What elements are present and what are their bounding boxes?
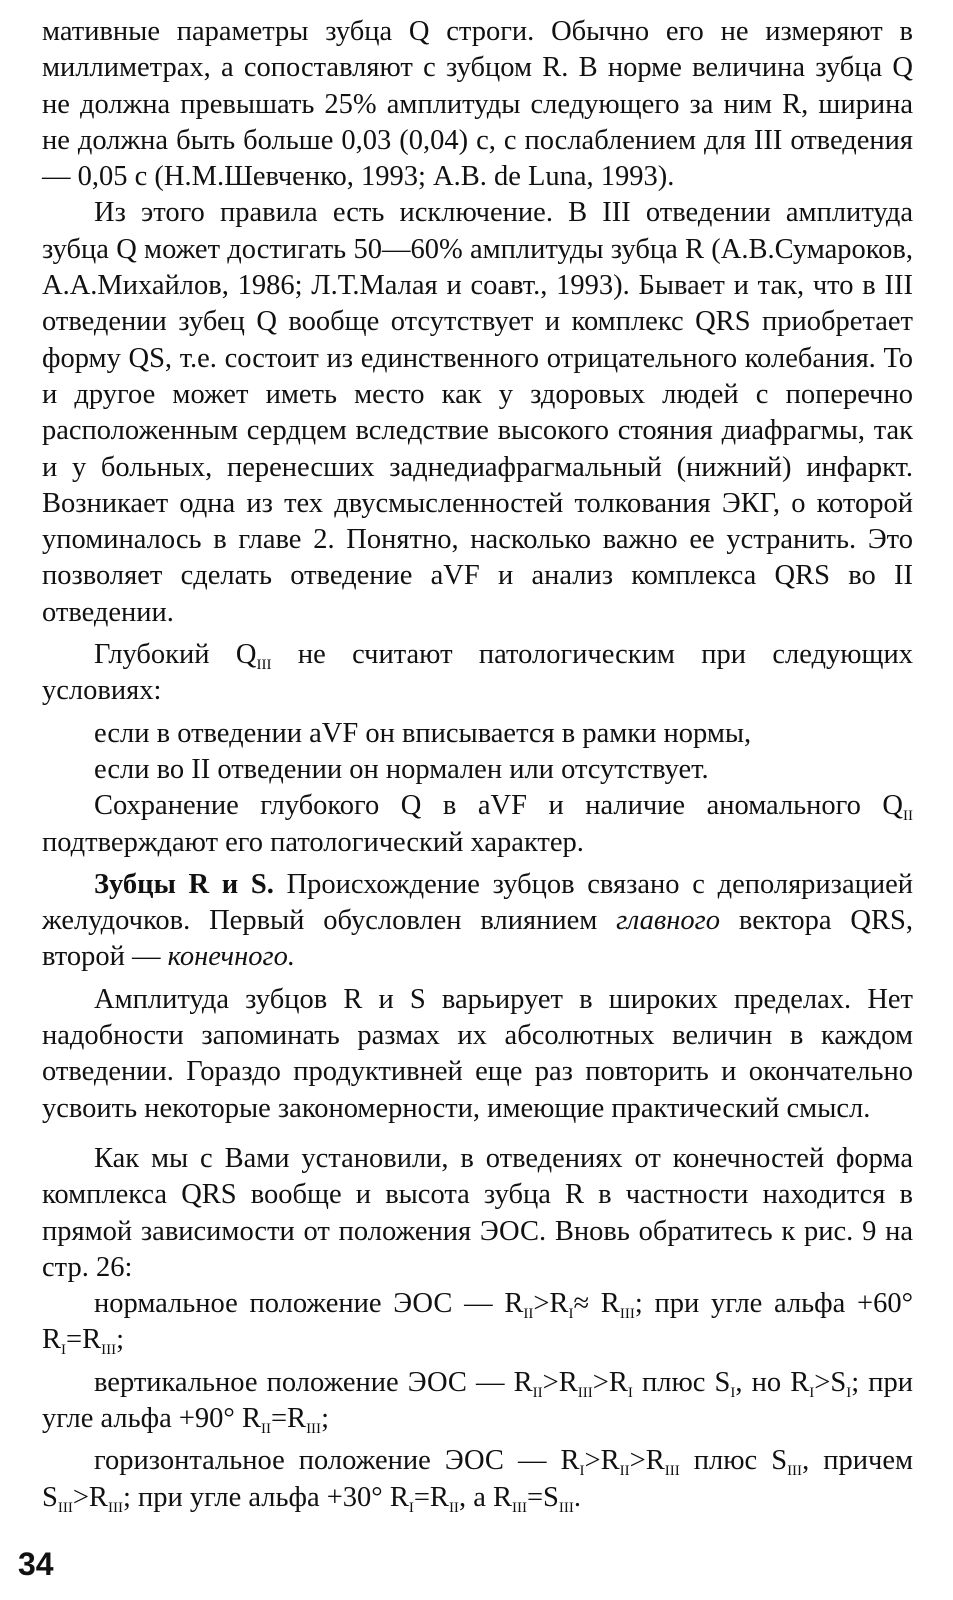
text-run: . (573, 1481, 582, 1513)
text-run: Из этого правила есть исключение. В III отведении амплитуда зубца Q может достигать 50—60% амплитуды зубца R (А.В.Сумароков, А.А.Михайлов, 1986; Л.Т.Малая и соавт., 1993). Бывает и так, что в III отведении зубец Q вообще отсутствует и комплекс QRS приобретает форму QS, т.е. состоит из единственного отрицательного колебания. То и другое может иметь место как у здоровых людей с поперечно расположенным сердцем вследствие высокого стояния диафрагмы, так и у больных, перенесших заднедиафрагмальный (нижний) инфаркт. Возникает одна из тех двусмысленностей толкования ЭКГ, о которой упоминалось в главе 2. Понятно, насколько важно ее устранить. Это позволяет сделать отведение aVF и анализ комплекса QRS во II отведении. (42, 197, 913, 628)
text-run: ; при угле альфа +30° R (122, 1481, 409, 1513)
subscript: I (568, 1306, 574, 1323)
text-run: =R (413, 1481, 449, 1513)
paragraph-rs-amplitude (42, 982, 913, 1127)
text-run: =R (66, 1324, 102, 1356)
subscript: III (306, 1420, 322, 1437)
paragraph-eos-dependence (42, 1141, 913, 1286)
list-item-condition-lead-ii (42, 752, 913, 788)
subscript: II (532, 1384, 543, 1401)
paragraph-q-norm (42, 14, 913, 195)
text-run: вертикальное положение ЭОС — R (94, 1366, 533, 1398)
body-text (42, 14, 913, 1516)
subscript: III (256, 657, 272, 674)
text-run: Происхождение зубцов связано с деполяризацией желудочков. Первый обусловлен влиянием (42, 868, 913, 937)
text-run: >R (72, 1481, 108, 1513)
subscript: III (107, 1499, 123, 1516)
text-run: >R (584, 1445, 620, 1477)
subscript: III (664, 1463, 680, 1480)
text-run: плюс S (632, 1366, 731, 1398)
text-run: ; (116, 1324, 125, 1356)
paragraph-eos-horizontal (42, 1443, 913, 1516)
subscript: I (846, 1384, 852, 1401)
bold-run: Зубцы R и S. (94, 868, 274, 900)
subscript: I (579, 1463, 585, 1480)
subscript: II (523, 1306, 534, 1323)
italic-run: главного (616, 905, 721, 937)
subscript: II (903, 808, 913, 825)
text-run: вектора QRS, второй — (42, 905, 913, 973)
text-run: >R (533, 1288, 569, 1320)
subscript: II (260, 1420, 271, 1437)
text-run: >R (542, 1366, 578, 1398)
paragraph-deep-q (42, 637, 913, 710)
text-run: мативные параметры зубца Q строги. Обычно его не измеряют в миллиметрах, а сопоставляют с зубцом R. В норме величина зубца Q не должна превышать 25% амплитуды следующего за ним R, ширина не должна быть больше 0,03 (0,04) с, с послаблением для III отведения — 0,05 с (Н.М.Шевченко, 1993; A.B. de Luna, 1993). (42, 16, 913, 193)
text-run: =S (526, 1481, 559, 1513)
subscript: III (577, 1384, 593, 1401)
paragraph-q-pathology (42, 788, 913, 861)
text-run: плюс S (679, 1445, 788, 1477)
text-run: ; (321, 1402, 329, 1434)
paragraph-rs-origin (42, 867, 913, 976)
text-run: если во II отведении он нормален или отсутствует. (94, 753, 709, 785)
paragraph-eos-normal (42, 1286, 913, 1359)
subscript: III (619, 1306, 635, 1323)
text-run: ; при угле альфа +90° R (42, 1366, 913, 1434)
subscript: I (730, 1384, 736, 1401)
page-number: 34 (18, 1546, 54, 1582)
paragraph-q-exception (42, 195, 913, 631)
text-run: ≈ R (573, 1288, 620, 1320)
text-run: >R (629, 1445, 665, 1477)
text-run: нормальное положение ЭОС — R (94, 1288, 524, 1320)
subscript: I (809, 1384, 815, 1401)
text-run: >S (814, 1366, 847, 1398)
list-item-condition-avf (42, 716, 913, 752)
text-run: Глубокий Q (94, 639, 257, 671)
text-run: Сохранение глубокого Q в aVF и наличие аномального Q (94, 790, 903, 822)
text-run: подтверждают его патологический характер. (42, 826, 584, 858)
subscript: I (61, 1342, 67, 1359)
text-run: не считают патологическим при следующих условиях: (42, 639, 913, 707)
italic-run: конечного. (167, 941, 295, 973)
paragraph-eos-vertical (42, 1365, 913, 1438)
subscript: I (627, 1384, 633, 1401)
text-run: , а R (458, 1481, 512, 1513)
text-run: ; при угле альфа +60° R (42, 1288, 914, 1356)
subscript: III (511, 1499, 527, 1516)
text-run: >R (592, 1366, 628, 1398)
text-run: , но R (735, 1366, 810, 1398)
subscript: III (57, 1499, 73, 1516)
text-run: , причем S (42, 1445, 913, 1513)
subscript: III (558, 1499, 574, 1516)
subscript: II (619, 1463, 630, 1480)
text-run: если в отведении aVF он вписывается в рамки нормы, (94, 717, 752, 749)
text-run: горизонтальное положение ЭОС — R (94, 1445, 580, 1477)
text-run: Как мы с Вами установили, в отведениях от конечностей форма комплекса QRS вообще и высота зубца R в частности находится в прямой зависимости от положения ЭОС. Вновь обратитесь к рис. 9 на стр. 26: (42, 1142, 913, 1283)
subscript: III (787, 1463, 803, 1480)
text-run: Амплитуда зубцов R и S варьирует в широких пределах. Нет надобности запоминать размах их абсолютных величин в каждом отведении. Гораздо продуктивней еще раз повторить и окончательно усвоить некоторые закономерности, имеющие практический смысл. (42, 983, 913, 1124)
subscript: II (448, 1499, 459, 1516)
subscript: I (408, 1499, 414, 1516)
subscript: III (101, 1342, 117, 1359)
text-run: =R (270, 1402, 307, 1434)
